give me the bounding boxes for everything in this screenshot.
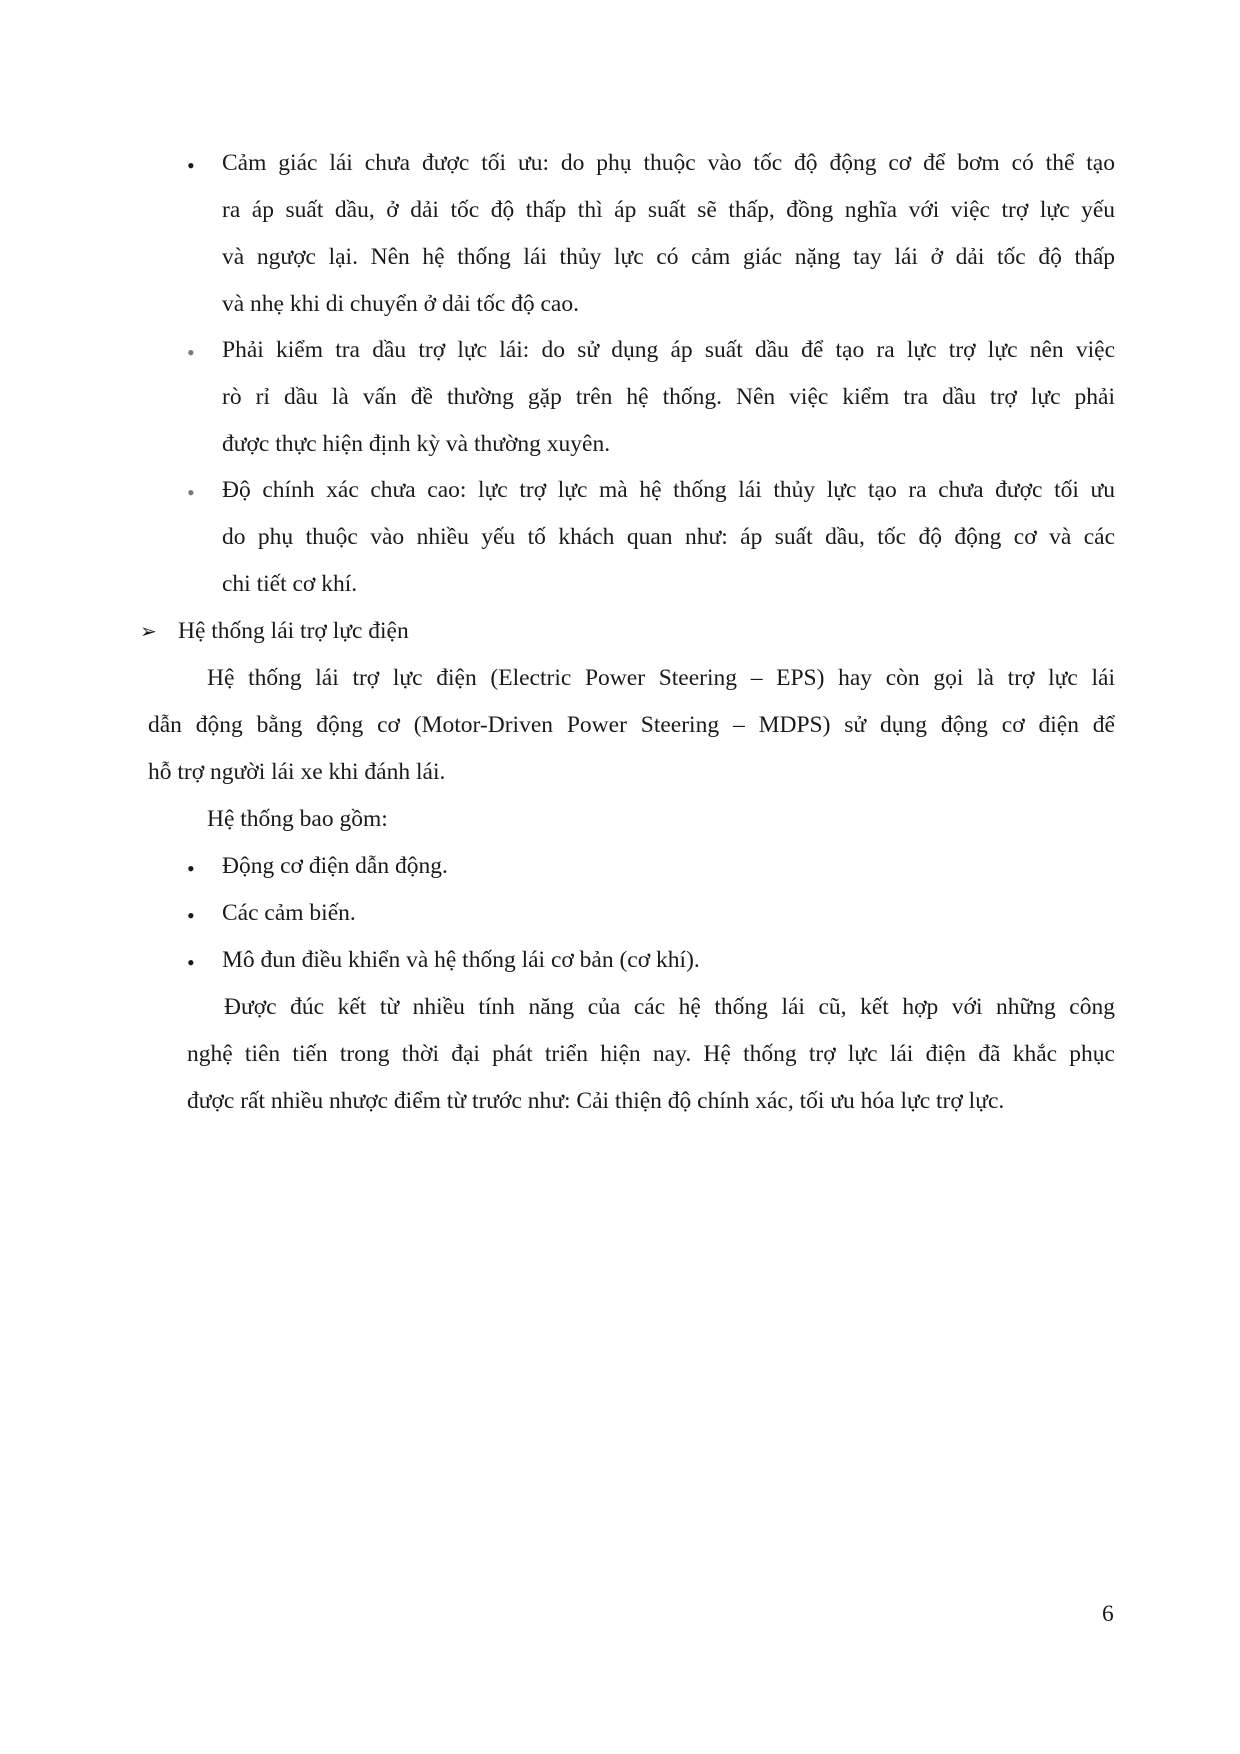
bullet-line: Cảm giác lái chưa được tối ưu: do phụ thuộc vào tốc độ động cơ để bơm có thể tạo [222, 150, 1115, 176]
paragraph-line: dẫn động bằng động cơ (Motor-Driven Power Steering – MDPS) sử dụng động cơ điện để [148, 712, 1115, 738]
bullet-line: và nhẹ khi di chuyển ở dải tốc độ cao. [222, 291, 579, 317]
bullet-line: rò rỉ dầu là vấn đề thường gặp trên hệ thống. Nên việc kiểm tra dầu trợ lực phải [222, 384, 1115, 410]
bullet-line: Phải kiểm tra dầu trợ lực lái: do sử dụng áp suất dầu để tạo ra lực trợ lực nên việc [222, 337, 1115, 363]
bullet-icon: • [187, 480, 195, 505]
bullet-line: ra áp suất dầu, ở dải tốc độ thấp thì áp suất sẽ thấp, đồng nghĩa với việc trợ lực yếu [222, 197, 1115, 223]
paragraph-line: hỗ trợ người lái xe khi đánh lái. [148, 759, 446, 785]
component-item: Mô đun điều khiển và hệ thống lái cơ bản (cơ khí). [222, 947, 700, 973]
bullet-icon: • [187, 153, 195, 178]
page-number: 6 [1102, 1601, 1114, 1627]
component-item: Các cảm biến. [222, 900, 356, 926]
bullet-line: chi tiết cơ khí. [222, 571, 358, 597]
bullet-icon: • [187, 950, 195, 975]
paragraph-line: Hệ thống lái trợ lực điện (Electric Power Steering – EPS) hay còn gọi là trợ lực lái [207, 665, 1115, 691]
paragraph-line: nghệ tiên tiến trong thời đại phát triển hiện nay. Hệ thống trợ lực lái điện đã khắc phục [187, 1041, 1115, 1067]
section-heading: Hệ thống lái trợ lực điện [178, 618, 409, 644]
bullet-line: được thực hiện định kỳ và thường xuyên. [222, 431, 611, 457]
bullet-icon: • [187, 340, 195, 365]
component-item: Động cơ điện dẫn động. [222, 853, 448, 879]
bullet-icon: • [187, 856, 195, 881]
paragraph-line: được rất nhiều nhược điểm từ trước như: Cải thiện độ chính xác, tối ưu hóa lực trợ lực. [187, 1088, 1005, 1114]
arrow-bullet-icon: ➢ [140, 621, 157, 643]
bullet-icon: • [187, 903, 195, 928]
bullet-line: do phụ thuộc vào nhiều yếu tố khách quan như: áp suất dầu, tốc độ động cơ và các [222, 524, 1115, 550]
system-intro: Hệ thống bao gồm: [207, 806, 388, 832]
bullet-line: Độ chính xác chưa cao: lực trợ lực mà hệ thống lái thủy lực tạo ra chưa được tối ưu [222, 477, 1115, 503]
bullet-line: và ngược lại. Nên hệ thống lái thủy lực có cảm giác nặng tay lái ở dải tốc độ thấp [222, 244, 1115, 270]
paragraph-line: Được đúc kết từ nhiều tính năng của các hệ thống lái cũ, kết hợp với những công [224, 994, 1115, 1020]
